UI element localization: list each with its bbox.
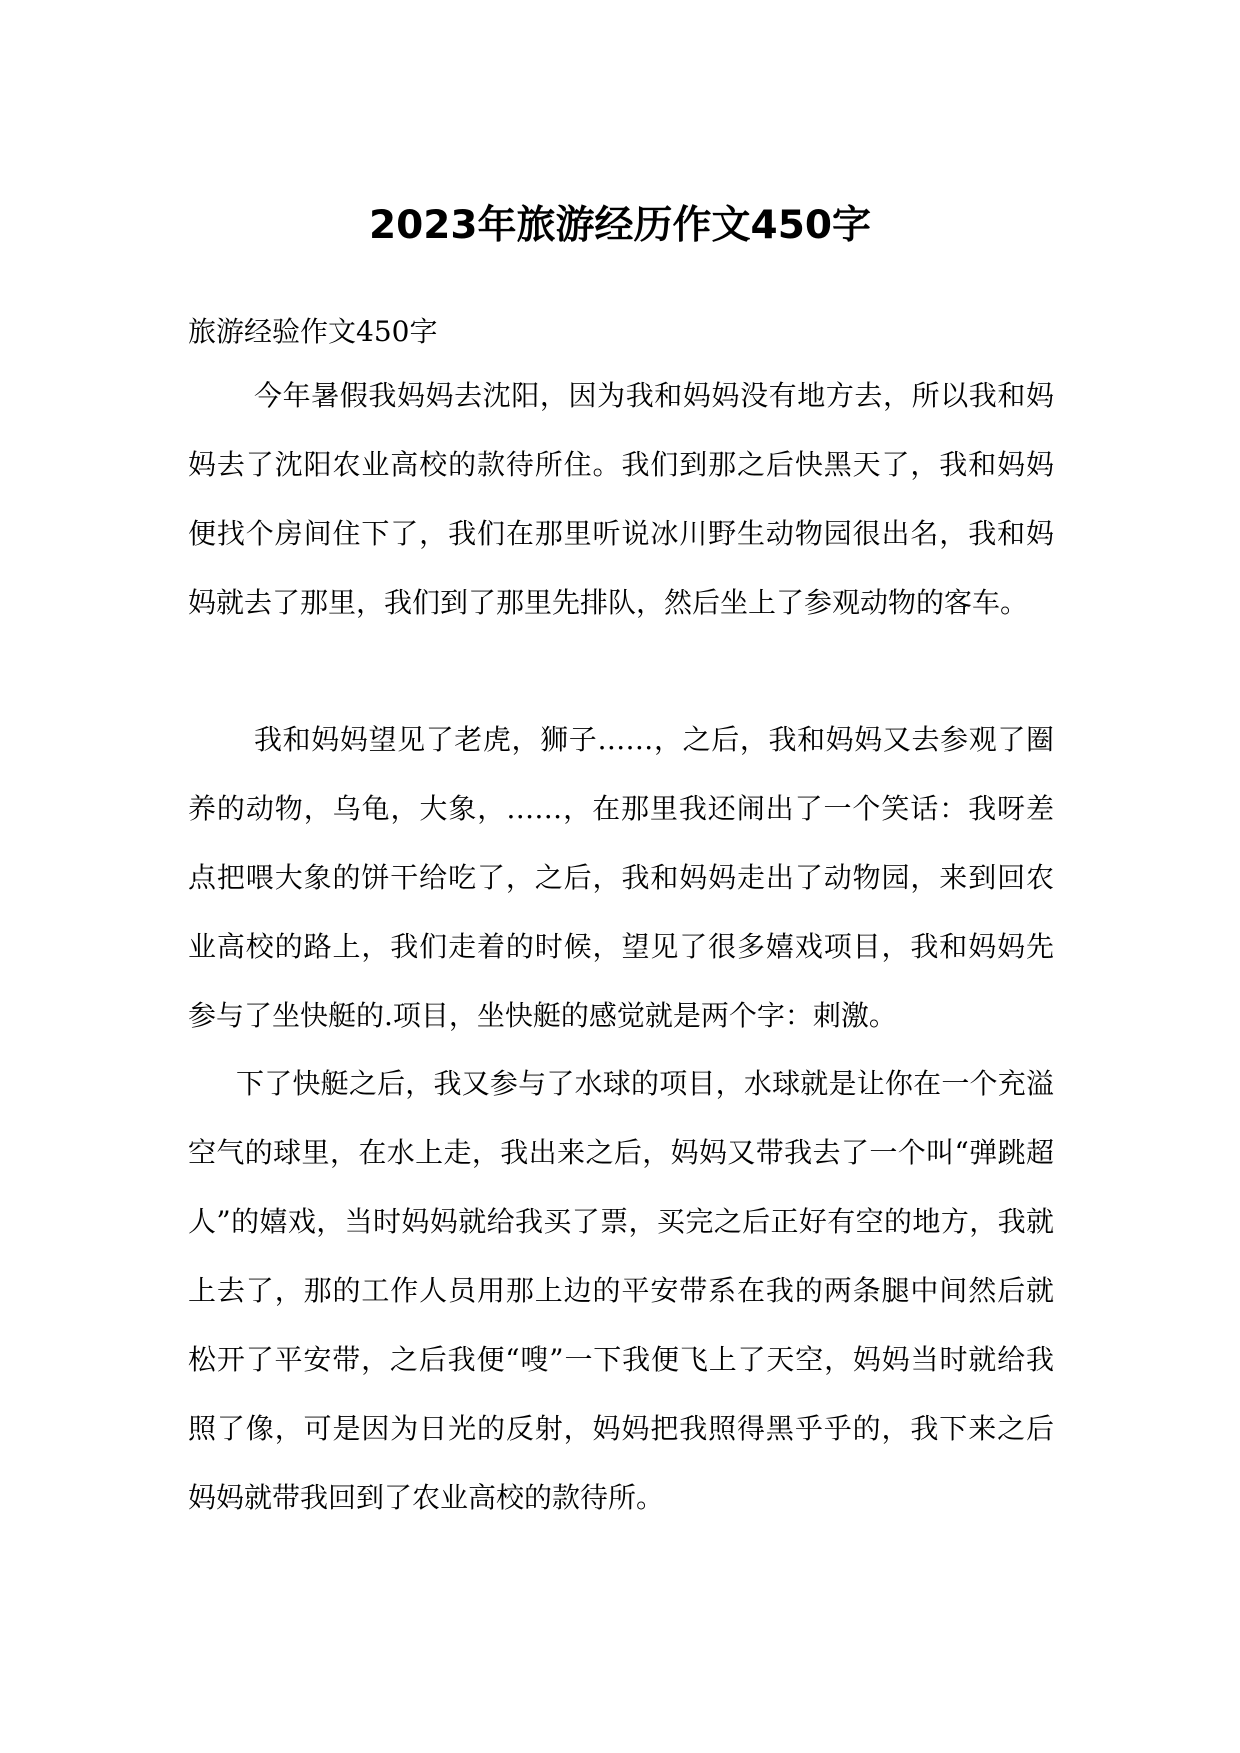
- document-subtitle: 旅游经验作文450字: [188, 315, 438, 348]
- paragraph-2: 我和妈妈望见了老虎，狮子……，之后，我和妈妈又去参观了圈养的动物，乌龟，大象，……，在那里我还闹出了一个笑话：我呀差点把喂大象的饼干给吃了，之后，我和妈妈走出了动物园，来到回农业高校的路上，我们走着的时候，望见了很多嬉戏项目，我和妈妈先参与了坐快艇的.项目，坐快艇的感觉就是两个字：刺激。: [188, 723, 1054, 1032]
- paragraph-3: 下了快艇之后，我又参与了水球的项目，水球就是让你在一个充溢空气的球里，在水上走，我出来之后，妈妈又带我去了一个叫“弹跳超人”的嬉戏，当时妈妈就给我买了票，买完之后正好有空的地方，我就上去了，那的工作人员用那上边的平安带系在我的两条腿中间然后就松开了平安带，之后我便“嗖”一下我便飞上了天空，妈妈当时就给我照了像，可是因为日光的反射，妈妈把我照得黑乎乎的，我下来之后妈妈就带我回到了农业高校的款待所。: [188, 1067, 1054, 1514]
- document-title: 2023年旅游经历作文450字: [369, 203, 871, 248]
- paragraph-1: 今年暑假我妈妈去沈阳，因为我和妈妈没有地方去，所以我和妈妈去了沈阳农业高校的款待所住。我们到那之后快黑天了，我和妈妈便找个房间住下了，我们在那里听说冰川野生动物园很出名，我和妈妈就去了那里，我们到了那里先排队，然后坐上了参观动物的客车。: [188, 379, 1054, 619]
